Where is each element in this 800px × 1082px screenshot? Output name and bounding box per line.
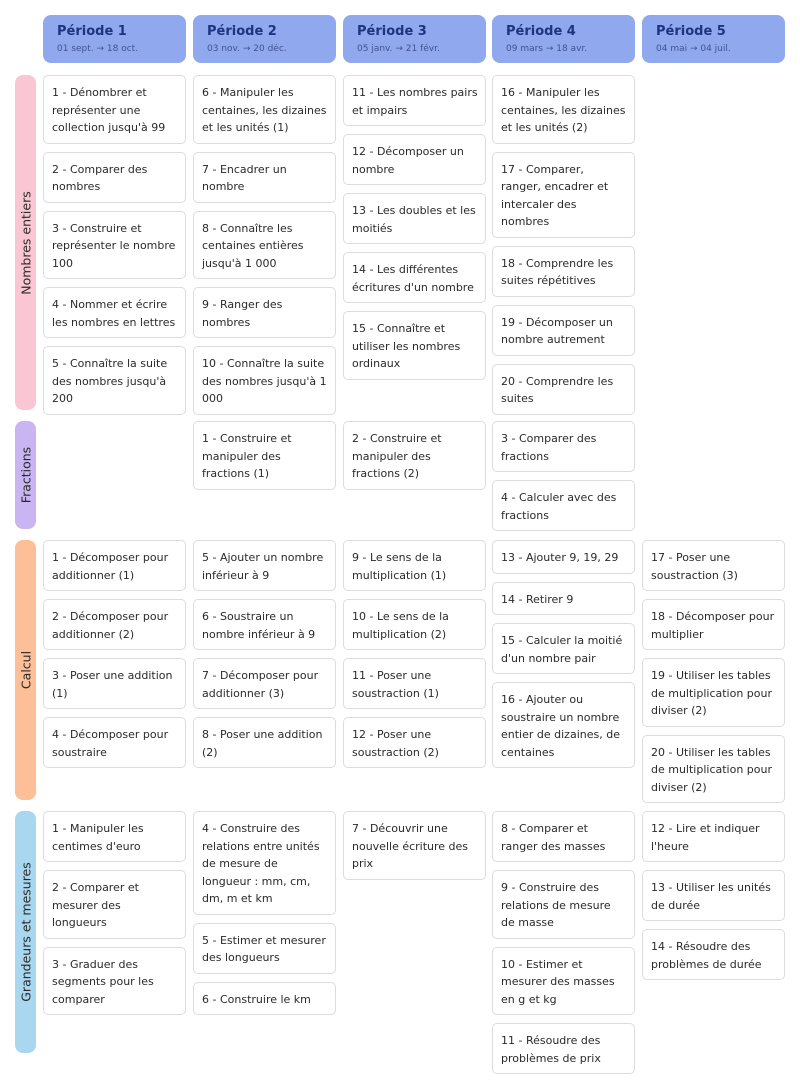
- domain-period-cell: [193, 811, 336, 1023]
- lesson-card[interactable]: 19 - Décomposer un nombre autrement: [492, 305, 635, 356]
- lesson-card[interactable]: 1 - Décomposer pour additionner (1): [43, 540, 186, 591]
- lesson-card[interactable]: 16 - Ajouter ou soustraire un nombre entier de dizaines, de centaines: [492, 682, 635, 768]
- lesson-card[interactable]: 2 - Construire et manipuler des fractions (2): [343, 421, 486, 490]
- lesson-card[interactable]: 7 - Découvrir une nouvelle écriture des prix: [343, 811, 486, 880]
- lesson-card[interactable]: 7 - Décomposer pour additionner (3): [193, 658, 336, 709]
- lesson-card[interactable]: 14 - Résoudre des problèmes de durée: [642, 929, 785, 980]
- lesson-card[interactable]: 18 - Comprendre les suites répétitives: [492, 246, 635, 297]
- lesson-card[interactable]: 2 - Comparer et mesurer des longueurs: [43, 870, 186, 939]
- period-dates: 01 sept. → 18 oct.: [57, 44, 139, 54]
- domain-name: Nombres entiers: [18, 190, 33, 295]
- lesson-card[interactable]: 11 - Les nombres pairs et impairs: [343, 75, 486, 126]
- domain-name: Calcul: [18, 650, 33, 690]
- lesson-card[interactable]: 4 - Décomposer pour soustraire: [43, 717, 186, 768]
- lesson-card[interactable]: 4 - Construire des relations entre unités de mesure de longueur : mm, cm, dm, m et km: [193, 811, 336, 915]
- domain-period-cell: [193, 421, 336, 498]
- lesson-card[interactable]: 11 - Résoudre des problèmes de prix: [492, 1023, 635, 1074]
- lesson-card[interactable]: 6 - Manipuler les centaines, les dizaines et les unités (1): [193, 75, 336, 144]
- lesson-card[interactable]: 12 - Poser une soustraction (2): [343, 717, 486, 768]
- domain-period-cell: [343, 811, 486, 888]
- lesson-card[interactable]: 8 - Comparer et ranger des masses: [492, 811, 635, 862]
- period-title: Période 5: [656, 24, 726, 39]
- lesson-card[interactable]: 2 - Décomposer pour additionner (2): [43, 599, 186, 650]
- domain-label-0: [15, 75, 36, 410]
- period-dates: 09 mars → 18 avr.: [506, 44, 588, 54]
- lesson-card[interactable]: 9 - Construire des relations de mesure de masse: [492, 870, 635, 939]
- period-header-2: [193, 15, 336, 63]
- lesson-card[interactable]: 3 - Poser une addition (1): [43, 658, 186, 709]
- period-dates: 04 mai → 04 juil.: [656, 44, 731, 54]
- lesson-card[interactable]: 8 - Connaître les centaines entières jusqu'à 1 000: [193, 211, 336, 280]
- period-header-4: [492, 15, 635, 63]
- period-dates: 03 nov. → 20 déc.: [207, 44, 287, 54]
- domain-period-cell: [642, 540, 785, 811]
- domain-name: Grandeurs et mesures: [18, 862, 33, 1002]
- period-dates: 05 janv. → 21 févr.: [357, 44, 440, 54]
- lesson-card[interactable]: 13 - Ajouter 9, 19, 29: [492, 540, 635, 574]
- period-header-5: [642, 15, 785, 63]
- domain-label-1: [15, 421, 36, 529]
- lesson-card[interactable]: 13 - Les doubles et les moitiés: [343, 193, 486, 244]
- lesson-card[interactable]: 15 - Calculer la moitié d'un nombre pair: [492, 623, 635, 674]
- lesson-card[interactable]: 5 - Ajouter un nombre inférieur à 9: [193, 540, 336, 591]
- domain-period-cell: [492, 421, 635, 539]
- domain-period-cell: [43, 540, 186, 776]
- lesson-card[interactable]: 3 - Construire et représenter le nombre 100: [43, 211, 186, 280]
- period-header-3: [343, 15, 486, 63]
- domain-period-cell: [43, 811, 186, 1023]
- domain-period-cell: [642, 811, 785, 988]
- lesson-card[interactable]: 8 - Poser une addition (2): [193, 717, 336, 768]
- period-title: Période 4: [506, 24, 576, 39]
- lesson-card[interactable]: 1 - Dénombrer et représenter une collection jusqu'à 99: [43, 75, 186, 144]
- lesson-card[interactable]: 5 - Connaître la suite des nombres jusqu'à 200: [43, 346, 186, 415]
- domain-period-cell: [43, 75, 186, 423]
- lesson-card[interactable]: 10 - Connaître la suite des nombres jusqu'à 1 000: [193, 346, 336, 415]
- lesson-card[interactable]: 17 - Comparer, ranger, encadrer et intercaler des nombres: [492, 152, 635, 238]
- lesson-card[interactable]: 1 - Construire et manipuler des fractions (1): [193, 421, 336, 490]
- lesson-card[interactable]: 7 - Encadrer un nombre: [193, 152, 336, 203]
- lesson-card[interactable]: 5 - Estimer et mesurer des longueurs: [193, 923, 336, 974]
- domain-period-cell: [193, 75, 336, 423]
- lesson-card[interactable]: 3 - Graduer des segments pour les comparer: [43, 947, 186, 1016]
- domain-period-cell: [343, 540, 486, 776]
- lesson-card[interactable]: 14 - Retirer 9: [492, 582, 635, 616]
- lesson-card[interactable]: 9 - Ranger des nombres: [193, 287, 336, 338]
- lesson-card[interactable]: 12 - Lire et indiquer l'heure: [642, 811, 785, 862]
- lesson-card[interactable]: 4 - Calculer avec des fractions: [492, 480, 635, 531]
- domain-period-cell: [343, 421, 486, 498]
- lesson-card[interactable]: 12 - Décomposer un nombre: [343, 134, 486, 185]
- lesson-card[interactable]: 13 - Utiliser les unités de durée: [642, 870, 785, 921]
- lesson-card[interactable]: 6 - Construire le km: [193, 982, 336, 1016]
- domain-label-2: [15, 540, 36, 800]
- lesson-card[interactable]: 9 - Le sens de la multiplication (1): [343, 540, 486, 591]
- lesson-card[interactable]: 18 - Décomposer pour multiplier: [642, 599, 785, 650]
- lesson-card[interactable]: 3 - Comparer des fractions: [492, 421, 635, 472]
- domain-name: Fractions: [18, 446, 33, 504]
- lesson-card[interactable]: 16 - Manipuler les centaines, les dizaines et les unités (2): [492, 75, 635, 144]
- lesson-card[interactable]: 19 - Utiliser les tables de multiplication pour diviser (2): [642, 658, 785, 727]
- domain-period-cell: [343, 75, 486, 388]
- period-title: Période 1: [57, 24, 127, 39]
- lesson-card[interactable]: 2 - Comparer des nombres: [43, 152, 186, 203]
- lesson-card[interactable]: 15 - Connaître et utiliser les nombres ordinaux: [343, 311, 486, 380]
- lesson-card[interactable]: 10 - Le sens de la multiplication (2): [343, 599, 486, 650]
- lesson-card[interactable]: 10 - Estimer et mesurer des masses en g et kg: [492, 947, 635, 1016]
- domain-period-cell: [492, 811, 635, 1082]
- domain-period-cell: [193, 540, 336, 776]
- period-header-1: [43, 15, 186, 63]
- period-title: Période 2: [207, 24, 277, 39]
- lesson-card[interactable]: 4 - Nommer et écrire les nombres en lettres: [43, 287, 186, 338]
- lesson-card[interactable]: 6 - Soustraire un nombre inférieur à 9: [193, 599, 336, 650]
- lesson-card[interactable]: 11 - Poser une soustraction (1): [343, 658, 486, 709]
- lesson-card[interactable]: 17 - Poser une soustraction (3): [642, 540, 785, 591]
- domain-period-cell: [492, 75, 635, 423]
- domain-period-cell: [492, 540, 635, 776]
- lesson-card[interactable]: 1 - Manipuler les centimes d'euro: [43, 811, 186, 862]
- period-title: Période 3: [357, 24, 427, 39]
- domain-label-3: [15, 811, 36, 1053]
- lesson-card[interactable]: 20 - Comprendre les suites: [492, 364, 635, 415]
- lesson-card[interactable]: 20 - Utiliser les tables de multiplication pour diviser (2): [642, 735, 785, 804]
- lesson-card[interactable]: 14 - Les différentes écritures d'un nombre: [343, 252, 486, 303]
